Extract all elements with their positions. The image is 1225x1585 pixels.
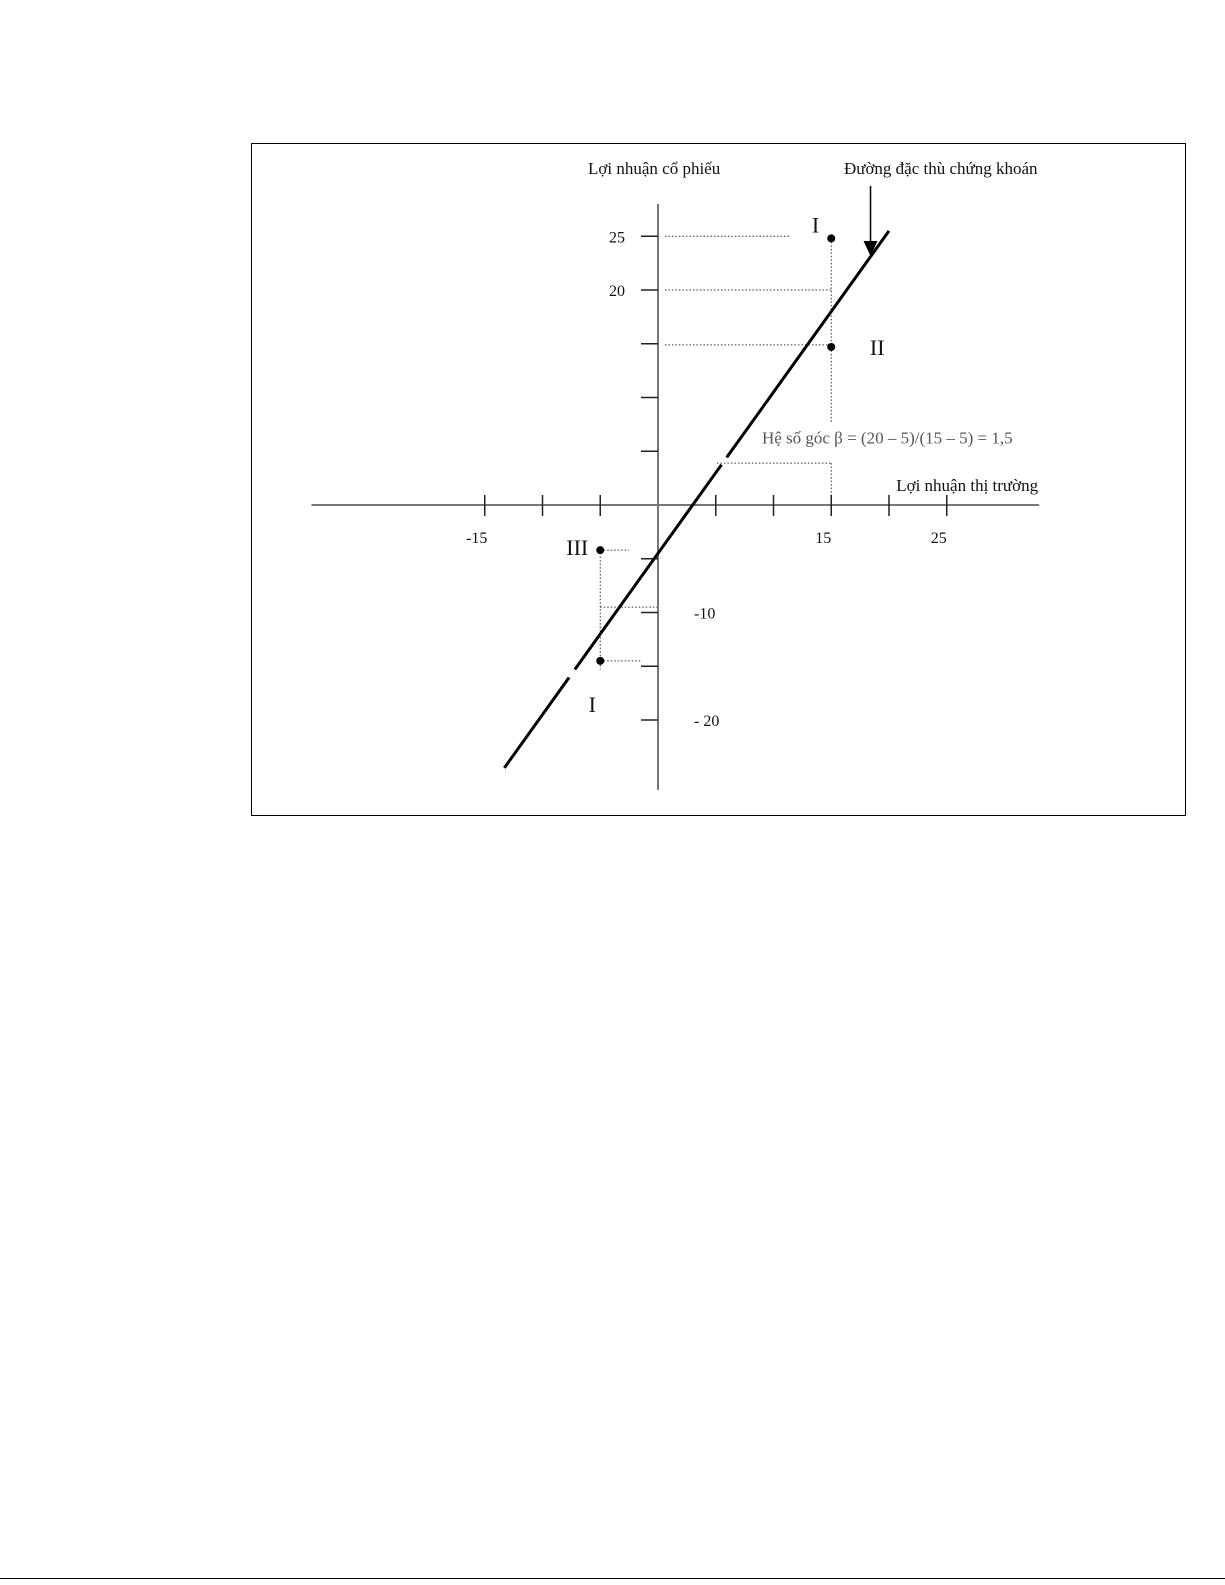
labels bbox=[466, 159, 1039, 730]
characteristic-line-segment bbox=[727, 231, 889, 458]
y-tick-label: - 20 bbox=[694, 713, 720, 730]
data-point bbox=[596, 657, 604, 665]
x-tick-label: 25 bbox=[930, 530, 947, 547]
chart-frame bbox=[251, 143, 1186, 816]
x-tick-label: -15 bbox=[466, 530, 488, 547]
data-points bbox=[596, 234, 835, 664]
y-axis-title: Lợi nhuận cổ phiếu bbox=[588, 159, 721, 178]
axes bbox=[312, 204, 1040, 790]
x-tick-label: 15 bbox=[815, 530, 832, 547]
y-tick-label: 25 bbox=[609, 229, 625, 247]
y-tick-label: -10 bbox=[694, 605, 716, 623]
ticks bbox=[485, 236, 947, 720]
point-label: II bbox=[869, 334, 885, 360]
data-point bbox=[827, 343, 835, 351]
guide-lines bbox=[600, 236, 831, 669]
characteristic-line-segment bbox=[575, 465, 722, 670]
point-label: III bbox=[566, 535, 589, 561]
chart-svg bbox=[252, 144, 1187, 817]
x-axis-title: Lợi nhuận thị trường bbox=[896, 476, 1039, 495]
page-bottom-rule bbox=[0, 1578, 1225, 1579]
characteristic-line-segment bbox=[504, 678, 569, 768]
data-point bbox=[596, 546, 604, 554]
slope-annotation: Hệ số góc β = (20 – 5)/(15 – 5) = 1,5 bbox=[761, 428, 1013, 448]
data-point bbox=[827, 234, 835, 242]
point-label: I bbox=[588, 691, 596, 717]
y-tick-label: 20 bbox=[609, 283, 625, 300]
line-name-label: Đường đặc thù chứng khoán bbox=[843, 159, 1038, 178]
characteristic-line-group bbox=[504, 186, 889, 768]
point-label: I bbox=[811, 212, 820, 238]
